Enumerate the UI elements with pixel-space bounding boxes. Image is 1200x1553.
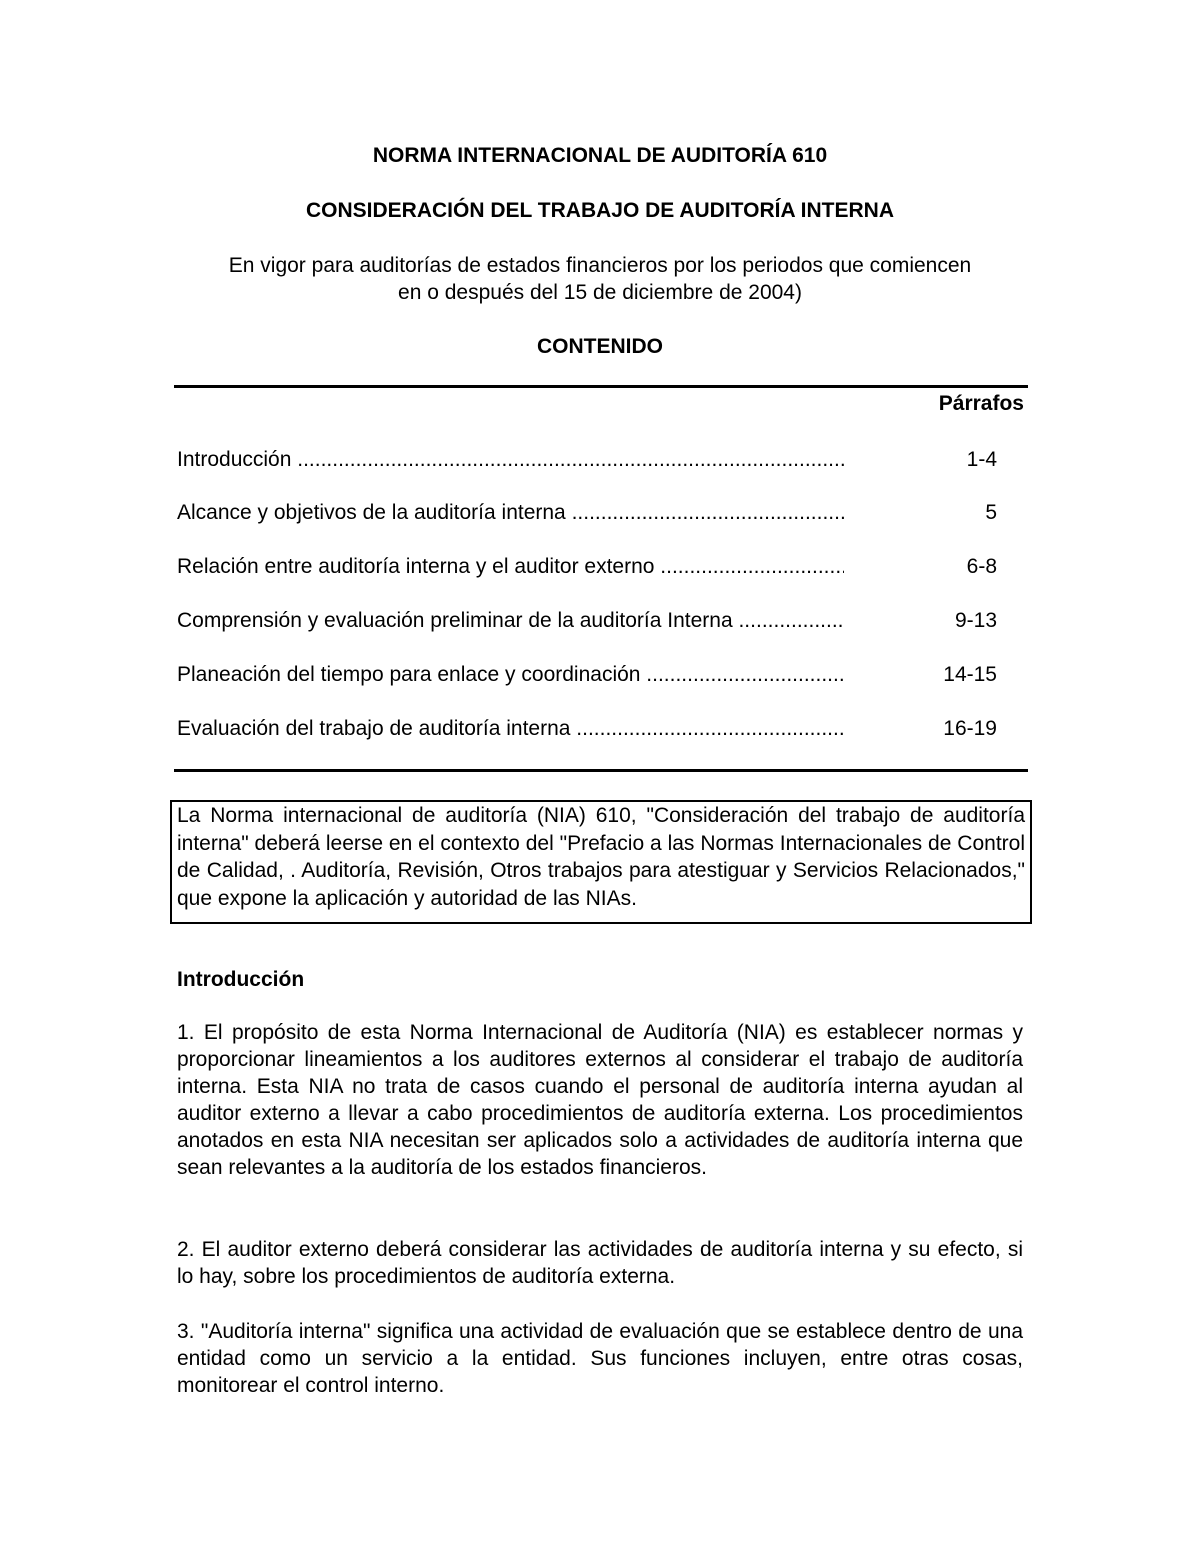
toc-item-paragraphs: 9-13 (954, 609, 997, 632)
toc-item-title: Alcance y objetivos de la auditoría interna ..... (177, 498, 844, 528)
effective-date-line-1: En vigor para auditorías de estados financieros por los periodos que comiencen (228, 254, 972, 277)
section-heading-introduccion: Introducción (177, 968, 305, 991)
body-paragraph-1: 1. El propósito de esta Norma Internacional de Auditoría (NIA) es establecer normas y proporcionar lineamientos a los auditores externos al considerar el trabajo de auditoría interna. Esta NIA no trata de casos cuando el personal de auditoría interna ayudan al auditor externo a llevar a cabo procedimientos de auditoría externa. Los procedimientos anotados en esta NIA necesitan ser aplicados solo a actividades de auditoría interna que sean relevantes a la auditoría de los estados financieros. (177, 1021, 1023, 1179)
document-title: NORMA INTERNACIONAL DE AUDITORÍA 610 (372, 144, 828, 167)
toc-item (177, 445, 997, 475)
body-paragraph-3: 3. "Auditoría interna" significa una actividad de evaluación que se establece dentro de una entidad como un servicio a la entidad. Sus funciones incluyen, entre otras cosas, monitorear el control interno. (177, 1320, 1023, 1397)
body-paragraph-2: 2. El auditor externo deberá considerar las actividades de auditoría interna y su efecto, si lo hay, sobre los procedimientos de auditoría externa. (177, 1238, 1023, 1288)
toc-item-title: Introducción ..... (177, 445, 844, 475)
toc-item-paragraphs: 16-19 (943, 717, 997, 740)
toc-item-title: Comprensión y evaluación preliminar de la auditoría Interna ..... (177, 606, 844, 636)
toc-item-paragraphs: 5 (985, 501, 997, 524)
contents-heading: CONTENIDO (537, 335, 663, 358)
toc-item (177, 498, 997, 528)
toc-item (177, 660, 997, 690)
toc-bottom-rule (174, 769, 1028, 772)
toc-item-paragraphs: 6-8 (966, 555, 997, 578)
toc-item-paragraphs: 1-4 (966, 448, 997, 471)
effective-date-line-2: en o después del 15 de diciembre de 2004) (398, 281, 802, 304)
toc-item (177, 606, 997, 636)
toc-item-paragraphs: 14-15 (943, 663, 997, 686)
toc-item-title: Relación entre auditoría interna y el auditor externo ..... (177, 552, 844, 582)
document-subtitle: CONSIDERACIÓN DEL TRABAJO DE AUDITORÍA INTERNA (305, 199, 895, 222)
toc-item-title: Evaluación del trabajo de auditoría interna ..... (177, 714, 844, 744)
toc-item (177, 714, 997, 744)
toc-column-header: Párrafos (938, 392, 1024, 415)
toc-item (177, 552, 997, 582)
toc-item-title: Planeación del tiempo para enlace y coordinación ..... (177, 660, 844, 690)
preface-notice-box: La Norma internacional de auditoría (NIA) 610, "Consideración del trabajo de auditoría interna" deberá leerse en el contexto del "Prefacio a las Normas Internacionales de Control de Calidad, . Auditoría, Revisión, Otros trabajos para atestiguar y Servicios Relacionados," que expone la aplicación y autoridad de las NIAs. (170, 800, 1032, 924)
toc-top-rule (174, 385, 1028, 388)
